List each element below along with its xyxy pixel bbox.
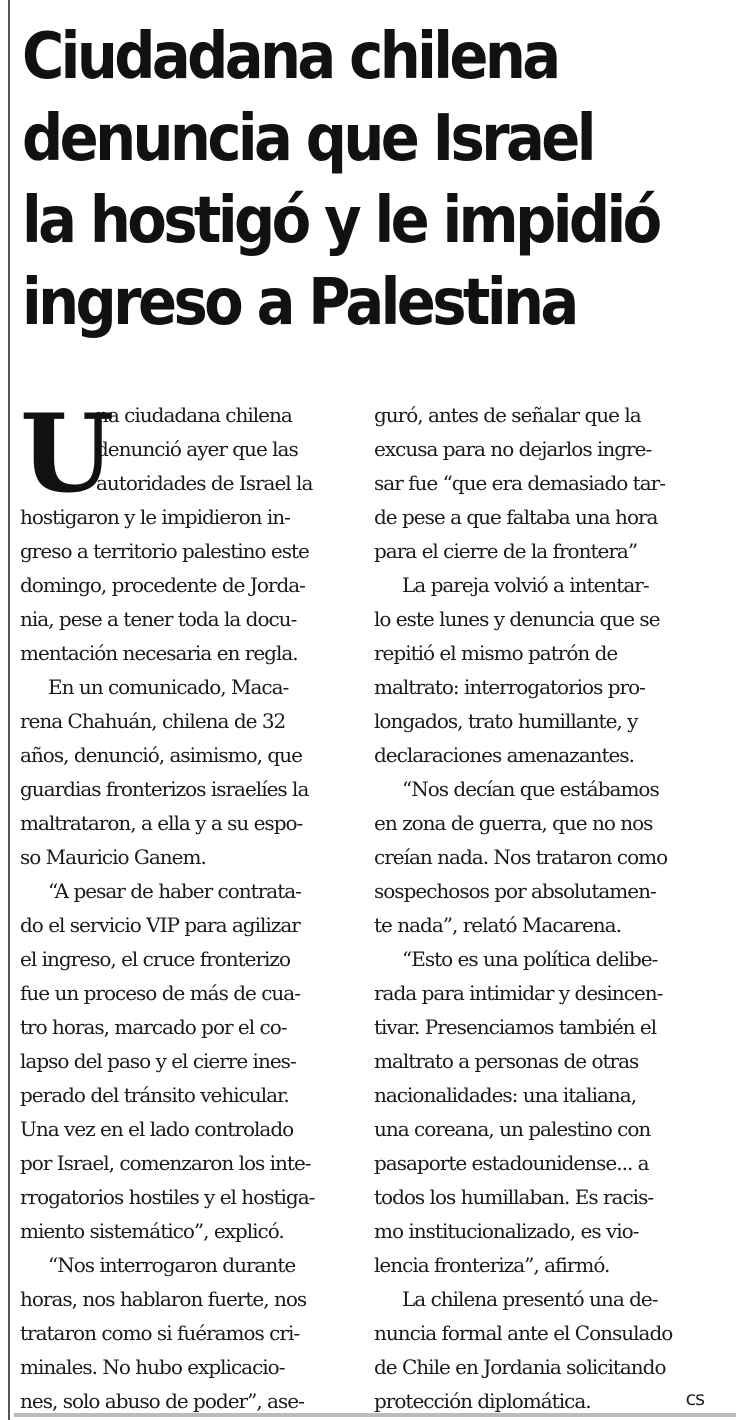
paragraph-4 [20,1248,354,1418]
text-line: La chilena presentó una de- [402,1287,658,1311]
paragraph-9 [374,1282,714,1418]
headline-line: denuncia que Israel [22,102,593,176]
text-line: fue un proceso de más de cua- [20,981,300,1005]
text-line: Una vez en el lado controlado [20,1117,294,1141]
text-line: rrogatorios hostiles y el hostiga- [20,1185,315,1209]
paragraph-5 [374,398,714,568]
text-line: “Nos interrogaron durante [48,1253,296,1277]
text-line: todos los humillaban. Es racis- [374,1185,654,1209]
article-column-left [20,391,354,1418]
text-line: autoridades de Israel la [96,471,313,495]
text-line: guró, antes de señalar que la [374,403,641,427]
text-line: lapso del paso y el cierre ines- [20,1049,296,1073]
text-line: lo este lunes y denuncia que se [374,607,660,631]
text-line: miento sistemático”, explicó. [20,1219,284,1243]
text-line: de Chile en Jordania solicitando [374,1355,666,1379]
text-line: una coreana, un palestino con [374,1117,651,1141]
paragraph-2 [20,670,354,874]
text-line: nacionalidades: una italiana, [374,1083,637,1107]
text-line: perado del tránsito vehicular. [20,1083,289,1107]
text-line: sospechosos por absolutamen- [374,879,656,903]
text-line: horas, nos hablaron fuerte, nos [20,1287,307,1311]
text-line: “Esto es una política delibe- [402,947,658,971]
text-line: maltrato a personas de otras [374,1049,639,1073]
text-line: rada para intimidar y desincen- [374,981,663,1005]
text-line: nes, solo abuso de poder”, ase- [20,1389,304,1413]
text-line: “A pesar de haber contrata- [48,879,301,903]
text-line: guardias fronterizos israelíes la [20,777,309,801]
text-line: para el cierre de la frontera” [374,539,638,563]
text-line: repitió el mismo patrón de [374,641,618,665]
text-line: mentación necesaria en regla. [20,641,298,665]
article-column-right [374,398,714,1418]
text-line: longados, trato humillante, y [374,709,638,733]
text-line: de pese a que faltaba una hora [374,505,658,529]
text-line: greso a territorio palestino este [20,539,309,563]
text-line: trataron como si fuéramos cri- [20,1321,300,1345]
text-line: años, denunció, asimismo, que [20,743,302,767]
text-line: maltrataron, a ella y a su espo- [20,811,303,835]
bottom-rule [14,1413,736,1417]
text-line: declaraciones amenazantes. [374,743,634,767]
end-mark-icon: cs [685,1388,704,1410]
text-line: excusa para no dejarlos ingre- [374,437,652,461]
headline-line: Ciudadana chilena [22,20,558,94]
text-line: En un comunicado, Maca- [48,675,289,699]
text-line: sar fue “que era demasiado tar- [374,471,665,495]
column-rule [8,0,10,1420]
text-line: en zona de guerra, que no nos [374,811,653,835]
text-line: minales. No hubo explicacio- [20,1355,285,1379]
text-line: el ingreso, el cruce fronterizo [20,947,291,971]
headline-line: la hostigó y le impidió [22,184,659,258]
text-line: pasaporte estadounidense... a [374,1151,649,1175]
text-line: denunció ayer que las [96,437,298,461]
paragraph-6 [374,568,714,772]
text-line: so Mauricio Ganem. [20,845,206,869]
text-line: nuncia formal ante el Consulado [374,1321,673,1345]
text-line: rena Chahuán, chilena de 32 [20,709,286,733]
text-line: mo institucionalizado, es vio- [374,1219,639,1243]
text-line: “Nos decían que estábamos [402,777,659,801]
text-line: te nada”, relató Macarena. [374,913,621,937]
text-line: hostigaron y le impidieron in- [20,505,290,529]
text-line: tro horas, marcado por el co- [20,1015,287,1039]
text-line: lencia fronteriza”, afirmó. [374,1253,610,1277]
paragraph-7 [374,772,714,942]
paragraph-3 [20,874,354,1248]
text-line: por Israel, comenzaron los inte- [20,1151,311,1175]
text-line: do el servicio VIP para agilizar [20,913,300,937]
text-line: creían nada. Nos trataron como [374,845,668,869]
text-line: na ciudadana chilena [96,403,292,427]
headline [22,16,663,344]
text-line: maltrato: interrogatorios pro- [374,675,645,699]
text-line: tivar. Presenciamos también el [374,1015,657,1039]
text-line: protección diplomática. [374,1389,591,1413]
headline-line: ingreso a Palestina [22,266,576,340]
text-line: La pareja volvió a intentar- [402,573,649,597]
text-line: domingo, procedente de Jorda- [20,573,305,597]
drop-cap: U [20,391,114,517]
text-line: nia, pese a tener toda la docu- [20,607,297,631]
paragraph-8 [374,942,714,1282]
